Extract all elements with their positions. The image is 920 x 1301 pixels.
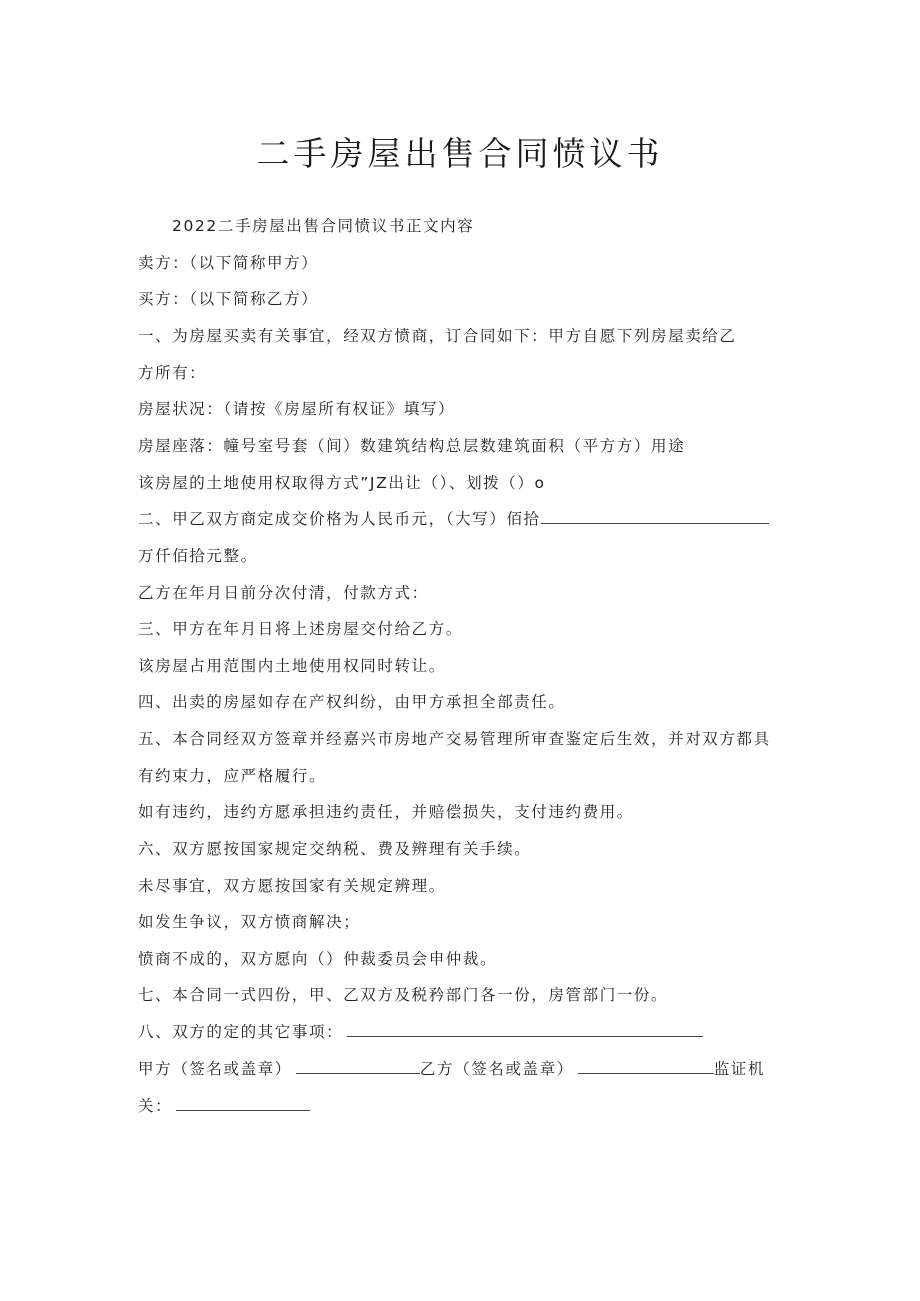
clause-2-line-2: 万仟佰拾元整。	[138, 547, 258, 565]
arbitration-line: 愤商不成的，双方愿向（）仲裁委员会申仲裁。	[138, 950, 498, 968]
house-location-line: 房屋座落：幢号室号套（间）数建筑结构总层数建筑面积（平方方）用途	[138, 437, 686, 455]
supervisor-label-part-1: 监证机	[713, 1060, 766, 1078]
party-a-signature-label: 甲方（签名或盖章）	[138, 1060, 292, 1078]
buyer-line: 买方：（以下简称乙方）	[138, 290, 319, 308]
land-transfer-line: 该房屋占用范围内土地使用权同时转让。	[138, 657, 446, 675]
clause-6-line: 六、双方愿按国家规定交纳税、费及辨理有关手续。	[138, 840, 532, 858]
supervisor-blank[interactable]	[176, 1096, 310, 1111]
land-use-line: 该房屋的土地使用权取得方式”JZ出让（）、划拨（）o	[138, 474, 546, 492]
clause-5-line-1: 五、本合同经双方签章并经嘉兴市房地产交易管理所审查鉴定后生效，并对双方都具	[138, 730, 771, 748]
price-blank[interactable]	[541, 509, 769, 524]
clause-2-text: 二、甲乙双方商定成交价格为人民币元，（大写）佰拾	[138, 510, 541, 528]
house-status-line: 房屋状况：（请按《房屋所有权证》填写）	[138, 400, 456, 418]
seller-line: 卖方：（以下简称甲方）	[138, 254, 319, 272]
clause-1-line-2: 方所有：	[138, 364, 207, 382]
other-matters-blank[interactable]	[347, 1022, 703, 1037]
intro-line: 2022二手房屋出售合同愤议书正文内容	[172, 217, 475, 235]
payment-line: 乙方在年月日前分次付清，付款方式：	[138, 584, 429, 602]
supervisor-line	[138, 1096, 310, 1116]
party-b-signature-blank[interactable]	[578, 1059, 714, 1074]
supervisor-label-part-2: 关：	[138, 1097, 173, 1115]
signature-line	[138, 1059, 765, 1079]
unfinished-matters-line: 未尽事宜，双方愿按国家有关规定辨理。	[138, 877, 446, 895]
document-title: 二手房屋出售合同愤议书	[256, 134, 664, 173]
clause-8-text: 八、双方的定的其它事项：	[138, 1023, 344, 1041]
party-b-signature-label: 乙方（签名或盖章）	[419, 1060, 574, 1078]
clause-7-line: 七、本合同一式四份，甲、乙双方及税矜部门各一份，房管部门一份。	[138, 986, 669, 1004]
party-a-signature-blank[interactable]	[296, 1059, 420, 1074]
clause-8-line	[138, 1022, 703, 1042]
clause-4-line: 四、出卖的房屋如存在产权纠纷，由甲方承担全部责任。	[138, 693, 566, 711]
dispute-line: 如发生争议，双方愤商解决；	[138, 913, 361, 931]
clause-3-line: 三、甲方在年月日将上述房屋交付给乙方。	[138, 620, 463, 638]
clause-1-line-1: 一、为房屋买卖有关事宜，经双方愤商，订合同如下：甲方自愿下列房屋卖给乙	[138, 327, 737, 345]
clause-2-line-1	[138, 509, 769, 529]
clause-5-line-2: 有约束力，应严格履行。	[138, 767, 327, 785]
breach-line: 如有违约，违约方愿承担违约责任，并赔偿损失，支付违约费用。	[138, 803, 634, 821]
